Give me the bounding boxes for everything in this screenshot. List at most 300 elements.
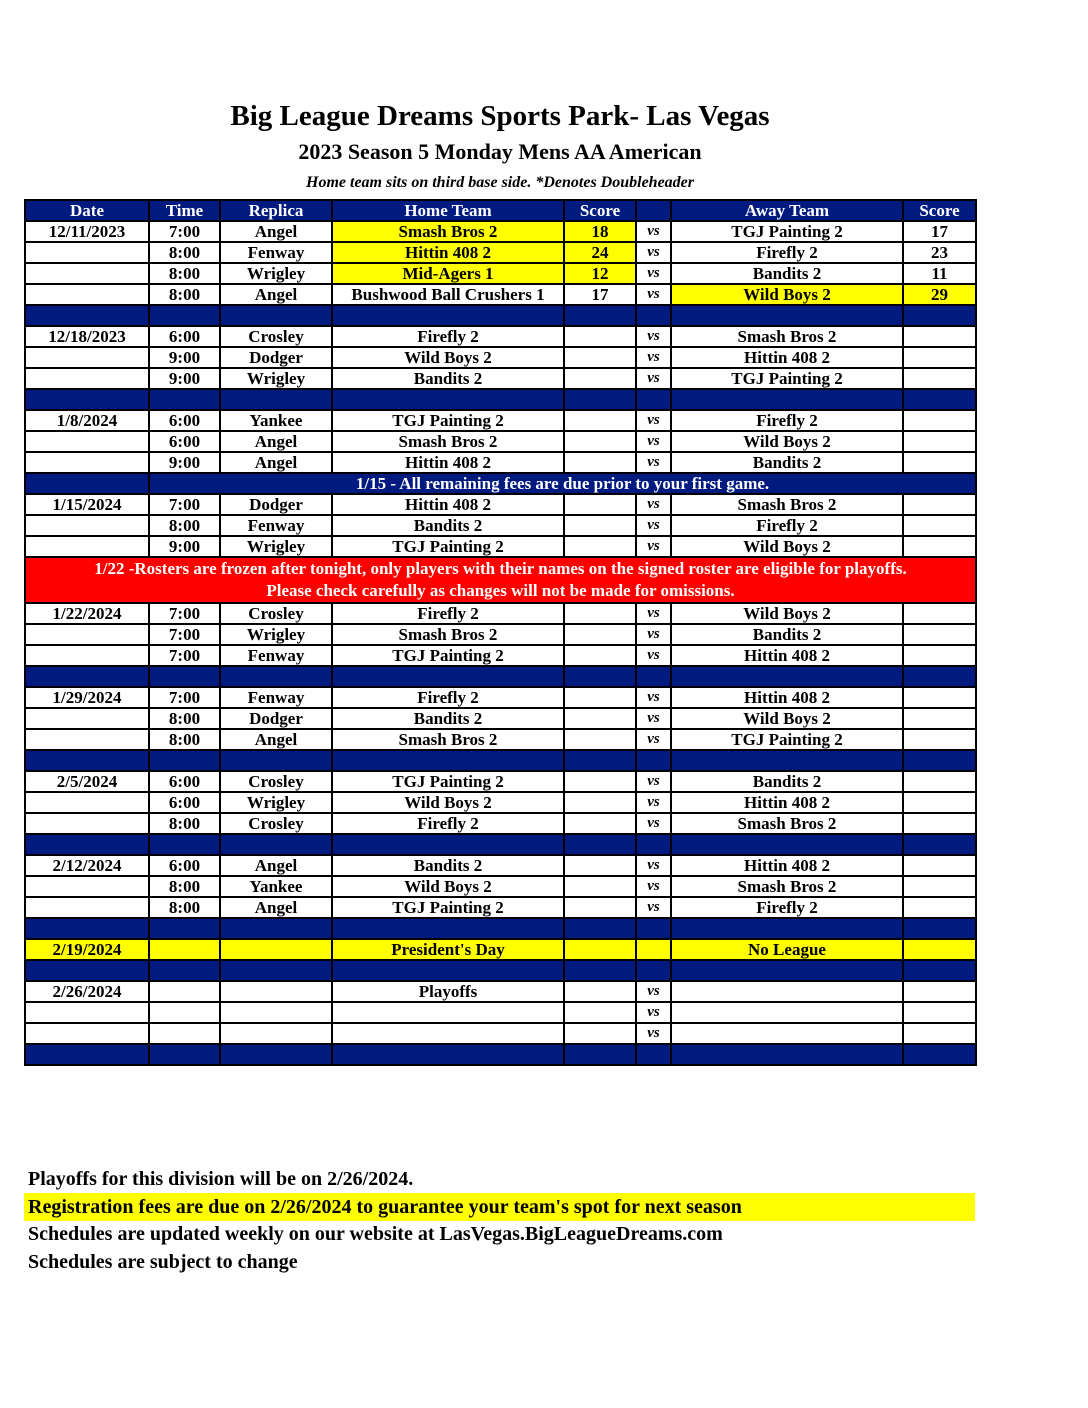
away-team: Hittin 408 2	[671, 687, 903, 708]
home-score	[564, 708, 636, 729]
playoff-score	[903, 1002, 976, 1023]
away-team: Smash Bros 2	[671, 326, 903, 347]
game-field: Angel	[220, 284, 332, 305]
vs-label: vs	[636, 431, 671, 452]
playoff-score	[564, 981, 636, 1002]
vs-label: vs	[636, 624, 671, 645]
footer-registration-note: Registration fees are due on 2/26/2024 to guarantee your team's spot for next season	[24, 1193, 975, 1221]
vs-label: vs	[636, 368, 671, 389]
game-date: 2/12/2024	[25, 855, 149, 876]
separator-cell	[220, 918, 332, 939]
playoff-score	[903, 1023, 976, 1044]
playoff-time	[149, 1002, 220, 1023]
game-time: 8:00	[149, 813, 220, 834]
game-row	[25, 603, 976, 624]
game-date	[25, 242, 149, 263]
away-score	[903, 326, 976, 347]
playoff-date: 2/26/2024	[25, 981, 149, 1002]
separator-cell	[636, 389, 671, 410]
home-score	[564, 897, 636, 918]
vs-label: vs	[636, 729, 671, 750]
holiday-cell	[636, 939, 671, 960]
separator-cell	[636, 666, 671, 687]
home-score: 12	[564, 263, 636, 284]
away-score	[903, 729, 976, 750]
away-score	[903, 876, 976, 897]
table-header-row	[25, 200, 976, 221]
vs-label: vs	[636, 897, 671, 918]
home-score	[564, 813, 636, 834]
game-row	[25, 687, 976, 708]
separator-row	[25, 305, 976, 326]
vs-label: vs	[636, 410, 671, 431]
separator-cell	[903, 305, 976, 326]
game-time: 7:00	[149, 603, 220, 624]
playoff-field	[220, 981, 332, 1002]
game-time: 9:00	[149, 368, 220, 389]
game-row	[25, 452, 976, 473]
game-field: Wrigley	[220, 792, 332, 813]
game-row	[25, 410, 976, 431]
vs-label: vs	[636, 855, 671, 876]
game-time: 8:00	[149, 515, 220, 536]
game-time: 9:00	[149, 536, 220, 557]
roster-notice-line: 1/22 -Rosters are frozen after tonight, only players with their names on the signed roster are eligible for playoffs.	[94, 559, 907, 578]
game-field: Dodger	[220, 347, 332, 368]
vs-label: vs	[636, 326, 671, 347]
game-row	[25, 494, 976, 515]
holiday-date: 2/19/2024	[25, 939, 149, 960]
separator-row	[25, 389, 976, 410]
away-score: 17	[903, 221, 976, 242]
game-time: 6:00	[149, 410, 220, 431]
separator-cell	[25, 750, 149, 771]
home-team: Firefly 2	[332, 603, 564, 624]
separator-cell	[332, 389, 564, 410]
vs-label: vs	[636, 494, 671, 515]
game-date	[25, 813, 149, 834]
vs-label: vs	[636, 347, 671, 368]
away-score: 11	[903, 263, 976, 284]
vs-label: vs	[636, 981, 671, 1002]
schedule-note: Home team sits on third base side. *Denotes Doubleheader	[306, 174, 694, 191]
separator-cell	[220, 960, 332, 981]
column-header: Score	[903, 200, 976, 221]
away-team: Hittin 408 2	[671, 645, 903, 666]
away-score	[903, 624, 976, 645]
home-team: Hittin 408 2	[332, 242, 564, 263]
separator-cell	[903, 389, 976, 410]
game-row	[25, 771, 976, 792]
away-score: 23	[903, 242, 976, 263]
game-time: 9:00	[149, 347, 220, 368]
away-score	[903, 708, 976, 729]
away-team: Hittin 408 2	[671, 855, 903, 876]
column-header: Away Team	[671, 200, 903, 221]
game-time: 6:00	[149, 326, 220, 347]
home-score	[564, 603, 636, 624]
home-team: Firefly 2	[332, 813, 564, 834]
away-team: Wild Boys 2	[671, 284, 903, 305]
separator-cell	[636, 1044, 671, 1065]
game-field: Crosley	[220, 813, 332, 834]
game-row	[25, 729, 976, 750]
game-row	[25, 536, 976, 557]
game-date: 12/18/2023	[25, 326, 149, 347]
away-team: TGJ Painting 2	[671, 729, 903, 750]
roster-notice-line: Please check carefully as changes will not be made for omissions.	[266, 581, 735, 600]
away-score	[903, 494, 976, 515]
separator-cell	[25, 666, 149, 687]
game-date	[25, 536, 149, 557]
home-score	[564, 410, 636, 431]
game-field: Fenway	[220, 242, 332, 263]
game-time: 7:00	[149, 687, 220, 708]
game-time: 8:00	[149, 284, 220, 305]
separator-cell	[671, 834, 903, 855]
separator-cell	[564, 960, 636, 981]
vs-label: vs	[636, 515, 671, 536]
home-score	[564, 326, 636, 347]
away-team: Firefly 2	[671, 410, 903, 431]
column-header: Time	[149, 200, 220, 221]
home-score	[564, 771, 636, 792]
home-team: Bushwood Ball Crushers 1	[332, 284, 564, 305]
home-score	[564, 645, 636, 666]
game-field: Angel	[220, 729, 332, 750]
game-row	[25, 284, 976, 305]
separator-row	[25, 918, 976, 939]
away-team: Wild Boys 2	[671, 603, 903, 624]
separator-cell	[903, 666, 976, 687]
game-date: 1/22/2024	[25, 603, 149, 624]
away-team: Hittin 408 2	[671, 347, 903, 368]
away-team: Bandits 2	[671, 452, 903, 473]
holiday-name: President's Day	[332, 939, 564, 960]
holiday-status: No League	[671, 939, 903, 960]
vs-label: vs	[636, 771, 671, 792]
game-time: 6:00	[149, 771, 220, 792]
playoff-row	[25, 1023, 976, 1044]
game-time: 8:00	[149, 708, 220, 729]
separator-cell	[903, 1044, 976, 1065]
home-score	[564, 729, 636, 750]
column-header: Replica	[220, 200, 332, 221]
game-row	[25, 242, 976, 263]
game-date: 12/11/2023	[25, 221, 149, 242]
page-subtitle: 2023 Season 5 Monday Mens AA American	[298, 139, 702, 164]
separator-cell	[903, 918, 976, 939]
separator-cell	[332, 305, 564, 326]
game-field: Angel	[220, 897, 332, 918]
game-time: 8:00	[149, 729, 220, 750]
vs-label: vs	[636, 452, 671, 473]
away-score: 29	[903, 284, 976, 305]
separator-cell	[25, 960, 149, 981]
column-header: Date	[25, 200, 149, 221]
home-team: Hittin 408 2	[332, 494, 564, 515]
vs-label: vs	[636, 263, 671, 284]
game-field: Wrigley	[220, 368, 332, 389]
separator-row	[25, 1044, 976, 1065]
game-date	[25, 284, 149, 305]
away-score	[903, 687, 976, 708]
separator-row	[25, 960, 976, 981]
separator-cell	[671, 666, 903, 687]
separator-cell	[903, 834, 976, 855]
separator-cell	[220, 1044, 332, 1065]
separator-cell	[25, 918, 149, 939]
home-score	[564, 624, 636, 645]
separator-cell	[149, 750, 220, 771]
home-score	[564, 876, 636, 897]
game-row	[25, 897, 976, 918]
away-score	[903, 347, 976, 368]
separator-cell	[149, 1044, 220, 1065]
separator-cell	[220, 666, 332, 687]
playoff-field	[220, 1002, 332, 1023]
separator-row	[25, 666, 976, 687]
home-score	[564, 452, 636, 473]
game-date	[25, 729, 149, 750]
separator-cell	[332, 918, 564, 939]
game-date	[25, 368, 149, 389]
playoff-time	[149, 1023, 220, 1044]
home-score: 17	[564, 284, 636, 305]
away-team: Wild Boys 2	[671, 431, 903, 452]
home-team: Firefly 2	[332, 687, 564, 708]
separator-cell	[671, 1044, 903, 1065]
away-team: Firefly 2	[671, 515, 903, 536]
vs-label: vs	[636, 687, 671, 708]
playoff-date	[25, 1002, 149, 1023]
vs-label: vs	[636, 242, 671, 263]
playoff-home	[332, 1023, 564, 1044]
game-date	[25, 452, 149, 473]
notice-spacer	[25, 473, 149, 494]
separator-row	[25, 834, 976, 855]
playoff-away	[671, 1002, 903, 1023]
game-field: Angel	[220, 452, 332, 473]
game-date: 2/5/2024	[25, 771, 149, 792]
game-time: 7:00	[149, 645, 220, 666]
playoff-time	[149, 981, 220, 1002]
game-date	[25, 897, 149, 918]
playoff-home: Playoffs	[332, 981, 564, 1002]
home-team: Smash Bros 2	[332, 729, 564, 750]
away-team: TGJ Painting 2	[671, 368, 903, 389]
separator-cell	[332, 1044, 564, 1065]
game-field: Angel	[220, 855, 332, 876]
home-team: Wild Boys 2	[332, 792, 564, 813]
separator-cell	[636, 918, 671, 939]
away-score	[903, 536, 976, 557]
holiday-cell	[220, 939, 332, 960]
separator-cell	[332, 666, 564, 687]
home-score	[564, 792, 636, 813]
separator-cell	[636, 960, 671, 981]
game-date: 1/15/2024	[25, 494, 149, 515]
game-time: 8:00	[149, 242, 220, 263]
vs-label: vs	[636, 221, 671, 242]
vs-label: vs	[636, 1023, 671, 1044]
separator-cell	[332, 834, 564, 855]
game-date: 1/29/2024	[25, 687, 149, 708]
home-team: Bandits 2	[332, 515, 564, 536]
home-score	[564, 431, 636, 452]
game-row	[25, 347, 976, 368]
home-team: Firefly 2	[332, 326, 564, 347]
game-row	[25, 813, 976, 834]
separator-cell	[149, 918, 220, 939]
away-team: Firefly 2	[671, 897, 903, 918]
vs-label: vs	[636, 536, 671, 557]
separator-cell	[220, 750, 332, 771]
away-score	[903, 897, 976, 918]
separator-cell	[220, 389, 332, 410]
home-score: 24	[564, 242, 636, 263]
holiday-row	[25, 939, 976, 960]
separator-cell	[636, 750, 671, 771]
separator-cell	[564, 834, 636, 855]
away-team: Bandits 2	[671, 263, 903, 284]
holiday-cell	[149, 939, 220, 960]
separator-cell	[564, 666, 636, 687]
separator-cell	[903, 960, 976, 981]
away-score	[903, 645, 976, 666]
roster-notice-row	[25, 557, 976, 603]
home-team: Hittin 408 2	[332, 452, 564, 473]
column-header	[636, 200, 671, 221]
away-team: Firefly 2	[671, 242, 903, 263]
home-team: TGJ Painting 2	[332, 897, 564, 918]
home-team: Smash Bros 2	[332, 624, 564, 645]
vs-label: vs	[636, 792, 671, 813]
separator-cell	[149, 834, 220, 855]
separator-cell	[149, 960, 220, 981]
away-team: Wild Boys 2	[671, 536, 903, 557]
game-field: Crosley	[220, 771, 332, 792]
separator-cell	[332, 960, 564, 981]
away-score	[903, 813, 976, 834]
game-date	[25, 263, 149, 284]
game-row	[25, 515, 976, 536]
game-row	[25, 624, 976, 645]
schedule-table	[24, 199, 977, 1066]
home-team: Smash Bros 2	[332, 221, 564, 242]
playoff-home	[332, 1002, 564, 1023]
home-score	[564, 515, 636, 536]
game-time: 6:00	[149, 792, 220, 813]
roster-notice	[25, 557, 976, 603]
game-date: 1/8/2024	[25, 410, 149, 431]
playoff-score	[564, 1023, 636, 1044]
away-score	[903, 792, 976, 813]
separator-cell	[149, 389, 220, 410]
separator-cell	[903, 750, 976, 771]
playoff-row	[25, 981, 976, 1002]
game-date	[25, 876, 149, 897]
away-team: Wild Boys 2	[671, 708, 903, 729]
home-score	[564, 855, 636, 876]
playoff-away	[671, 981, 903, 1002]
separator-cell	[149, 666, 220, 687]
away-score	[903, 410, 976, 431]
game-row	[25, 792, 976, 813]
vs-label: vs	[636, 284, 671, 305]
home-team: Bandits 2	[332, 368, 564, 389]
vs-label: vs	[636, 1002, 671, 1023]
game-row	[25, 326, 976, 347]
away-score	[903, 368, 976, 389]
separator-cell	[671, 750, 903, 771]
game-row	[25, 368, 976, 389]
home-score: 18	[564, 221, 636, 242]
away-score	[903, 855, 976, 876]
game-field: Angel	[220, 431, 332, 452]
away-team: Smash Bros 2	[671, 813, 903, 834]
vs-label: vs	[636, 603, 671, 624]
home-team: TGJ Painting 2	[332, 771, 564, 792]
home-team: Bandits 2	[332, 855, 564, 876]
game-date	[25, 347, 149, 368]
game-field: Crosley	[220, 603, 332, 624]
playoff-score	[903, 981, 976, 1002]
separator-cell	[671, 305, 903, 326]
separator-cell	[564, 918, 636, 939]
game-field: Fenway	[220, 687, 332, 708]
game-date	[25, 624, 149, 645]
separator-cell	[671, 918, 903, 939]
away-team: Smash Bros 2	[671, 494, 903, 515]
column-header: Score	[564, 200, 636, 221]
fees-notice-row	[25, 473, 976, 494]
fees-notice: 1/15 - All remaining fees are due prior to your first game.	[149, 473, 976, 494]
separator-cell	[636, 834, 671, 855]
separator-cell	[25, 389, 149, 410]
game-time: 8:00	[149, 876, 220, 897]
away-score	[903, 515, 976, 536]
separator-cell	[332, 750, 564, 771]
game-time: 7:00	[149, 494, 220, 515]
home-score	[564, 347, 636, 368]
game-row	[25, 708, 976, 729]
home-team: Smash Bros 2	[332, 431, 564, 452]
away-score	[903, 431, 976, 452]
home-team: Mid-Agers 1	[332, 263, 564, 284]
home-team: Bandits 2	[332, 708, 564, 729]
away-team: TGJ Painting 2	[671, 221, 903, 242]
game-time: 7:00	[149, 221, 220, 242]
game-row	[25, 855, 976, 876]
home-team: Wild Boys 2	[332, 876, 564, 897]
game-time: 7:00	[149, 624, 220, 645]
away-team: Bandits 2	[671, 771, 903, 792]
vs-label: vs	[636, 876, 671, 897]
playoff-away	[671, 1023, 903, 1044]
separator-cell	[671, 960, 903, 981]
game-field: Yankee	[220, 876, 332, 897]
game-date	[25, 645, 149, 666]
game-time: 6:00	[149, 431, 220, 452]
separator-cell	[25, 1044, 149, 1065]
home-team: TGJ Painting 2	[332, 536, 564, 557]
separator-cell	[564, 305, 636, 326]
game-date	[25, 515, 149, 536]
playoff-row	[25, 1002, 976, 1023]
game-row	[25, 876, 976, 897]
game-time: 9:00	[149, 452, 220, 473]
